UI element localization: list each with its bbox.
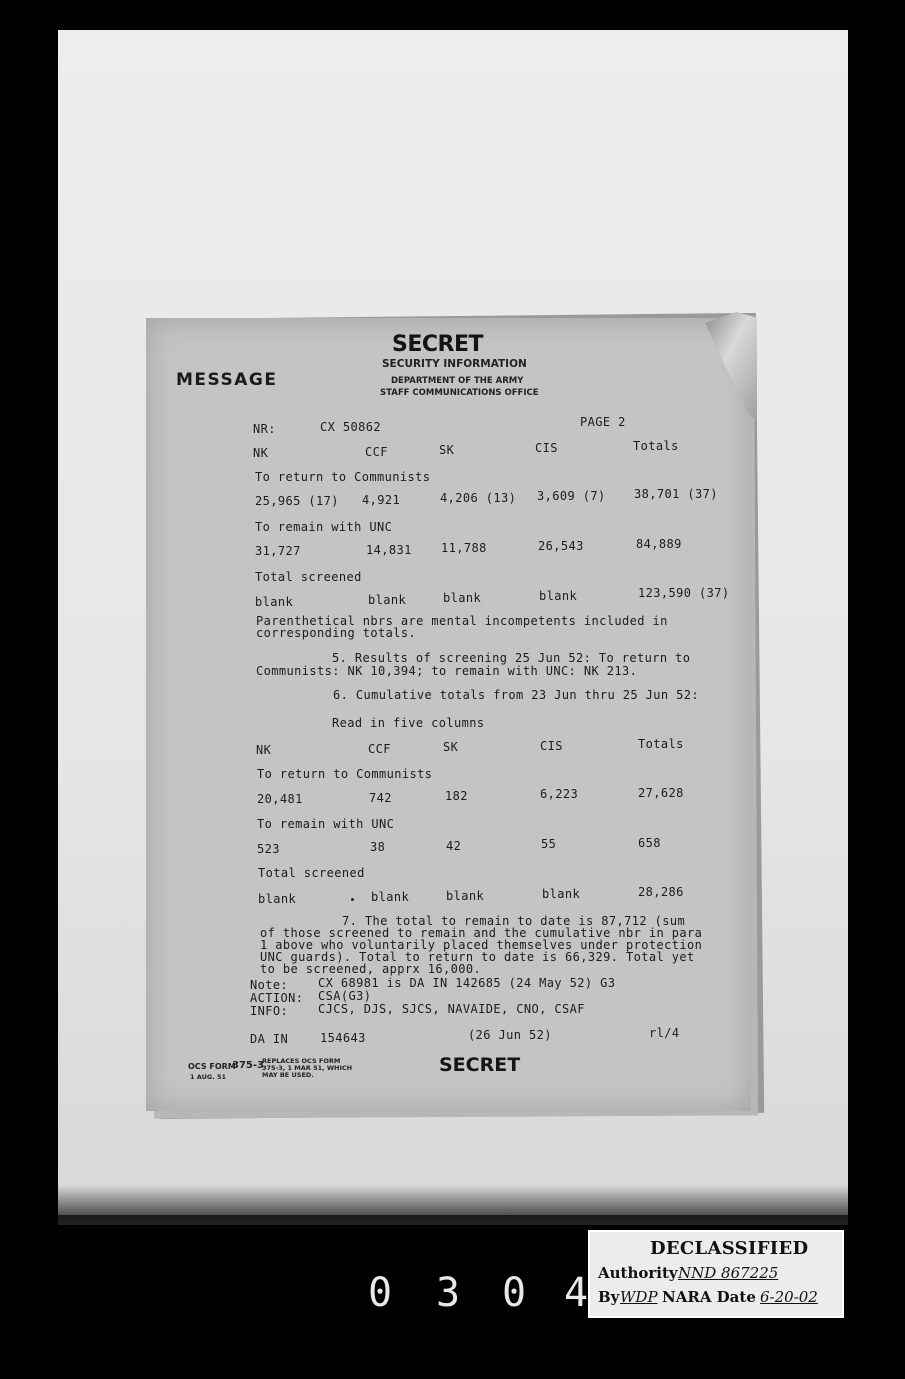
para6: 6. Cumulative totals from 23 Jun thru 25 Jun 52:	[333, 688, 699, 702]
header-secret: SECRET	[392, 332, 483, 357]
frame-digit-4: 4	[564, 1270, 589, 1316]
form-label: OCS FORM	[188, 1062, 236, 1071]
t1-screened-sk: blank	[443, 591, 482, 605]
t2-return-total: 27,628	[638, 786, 684, 800]
t1-remain-label: To remain with UNC	[255, 520, 393, 534]
para7-line4: UNC guards). Total to return to date is 66,329. Total yet	[260, 950, 695, 964]
t1-remain-nk: 31,727	[255, 544, 301, 558]
t1-screened-label: Total screened	[255, 570, 362, 584]
form-date: 1 AUG. 51	[190, 1073, 227, 1081]
para5-line1: 5. Results of screening 25 Jun 52: To return to	[332, 651, 691, 665]
frame-digit-3: 0	[502, 1270, 527, 1316]
t2-screened-ccf: blank	[371, 890, 410, 904]
t2-return-ccf: 742	[369, 791, 392, 805]
t2-header-nk: NK	[256, 743, 272, 757]
action-label: ACTION:	[250, 991, 304, 1005]
t1-header-ccf: CCF	[365, 445, 388, 459]
t2-screened-sk: blank	[446, 889, 485, 903]
message-label: MESSAGE	[176, 370, 278, 390]
t2-remain-nk: 523	[257, 842, 280, 856]
t1-remain-cis: 26,543	[538, 539, 584, 553]
form-number: 375-3	[232, 1060, 264, 1071]
t2-remain-cis: 55	[541, 837, 557, 851]
stamp-nara-date: 6-20-02	[760, 1288, 818, 1306]
message-date: (26 Jun 52)	[468, 1028, 552, 1042]
frame-digit-1: 0	[368, 1270, 393, 1316]
routing-code: rl/4	[649, 1026, 680, 1040]
read-five-columns: Read in five columns	[332, 716, 485, 730]
t1-header-totals: Totals	[633, 439, 679, 453]
declassified-stamp	[588, 1230, 844, 1318]
t1-header-cis: CIS	[535, 441, 558, 455]
t2-remain-ccf: 38	[370, 840, 386, 854]
t1-return-cis: 3,609 (7)	[537, 489, 606, 503]
stamp-nara-label: NARA Date	[662, 1288, 756, 1306]
t2-remain-sk: 42	[446, 839, 462, 853]
para7-line1: 7. The total to remain to date is 87,712 (sum	[342, 914, 686, 928]
stamp-authority-label: Authority	[598, 1264, 678, 1282]
replaces-line2: 375-3, 1 MAR 51, WHICH	[262, 1064, 353, 1072]
t1-remain-ccf: 14,831	[366, 543, 412, 557]
t1-remain-sk: 11,788	[441, 541, 487, 555]
t1-return-ccf: 4,921	[362, 493, 401, 507]
da-in-value: 154643	[320, 1031, 366, 1045]
t1-screened-nk: blank	[255, 595, 294, 609]
stamp-by-label: By	[598, 1288, 620, 1306]
parenthetical-line1: Parenthetical nbrs are mental incompetents included in	[256, 614, 668, 628]
para7-line5: to be screened, apprx 16,000.	[260, 962, 482, 976]
stray-mark	[351, 898, 354, 901]
t1-return-total: 38,701 (37)	[634, 487, 718, 501]
film-shadow	[58, 1185, 848, 1225]
t1-return-sk: 4,206 (13)	[440, 491, 517, 505]
t1-screened-ccf: blank	[368, 593, 407, 607]
action-value: CSA(G3)	[318, 989, 372, 1003]
t2-header-totals: Totals	[638, 737, 684, 751]
note-label: Note:	[250, 978, 289, 992]
frame-digit-2: 3	[436, 1270, 461, 1316]
info-label: INFO:	[250, 1004, 289, 1018]
nr-value: CX 50862	[320, 420, 381, 434]
t2-screened-nk: blank	[258, 892, 297, 906]
t2-remain-total: 658	[638, 836, 661, 850]
t2-screened-label: Total screened	[258, 866, 365, 880]
t2-return-cis: 6,223	[540, 787, 579, 801]
replaces-line1: REPLACES OCS FORM	[262, 1057, 341, 1065]
page-number: PAGE 2	[580, 415, 626, 429]
info-value: CJCS, DJS, SJCS, NAVAIDE, CNO, CSAF	[318, 1002, 585, 1016]
nr-label: NR:	[253, 422, 276, 436]
t2-header-ccf: CCF	[368, 742, 391, 756]
header-office: STAFF COMMUNICATIONS OFFICE	[380, 388, 539, 398]
stamp-by-value: WDP	[620, 1288, 658, 1306]
para5-line2: Communists: NK 10,394; to remain with UNC: NK 213.	[256, 664, 638, 678]
footer-secret: SECRET	[439, 1054, 521, 1076]
t1-return-label: To return to Communists	[255, 470, 431, 484]
t2-screened-cis: blank	[542, 887, 581, 901]
t2-return-nk: 20,481	[257, 792, 303, 806]
note-value: CX 68981 is DA IN 142685 (24 May 52) G3	[318, 976, 616, 990]
t2-screened-total: 28,286	[638, 885, 684, 899]
header-department: DEPARTMENT OF THE ARMY	[391, 376, 524, 386]
parenthetical-line2: corresponding totals.	[256, 626, 417, 640]
da-in-label: DA IN	[250, 1032, 289, 1046]
stamp-authority-value: NND 867225	[678, 1264, 779, 1282]
t1-return-nk: 25,965 (17)	[255, 494, 339, 508]
t1-remain-total: 84,889	[636, 537, 682, 551]
t2-remain-label: To remain with UNC	[257, 817, 395, 831]
t2-header-cis: CIS	[540, 739, 563, 753]
t1-header-sk: SK	[439, 443, 455, 457]
t2-return-label: To return to Communists	[257, 767, 433, 781]
t1-screened-total: 123,590 (37)	[638, 586, 730, 600]
t1-header-nk: NK	[253, 446, 269, 460]
message-page	[146, 318, 751, 1111]
t1-screened-cis: blank	[539, 589, 578, 603]
t2-return-sk: 182	[445, 789, 468, 803]
header-security-info: SECURITY INFORMATION	[382, 358, 527, 370]
t2-header-sk: SK	[443, 740, 459, 754]
para7-line3: 1 above who voluntarily placed themselves under protection	[260, 938, 703, 952]
stamp-title: DECLASSIFIED	[650, 1238, 809, 1259]
para7-line2: of those screened to remain and the cumulative nbr in para	[260, 926, 703, 940]
replaces-line3: MAY BE USED.	[262, 1071, 314, 1079]
